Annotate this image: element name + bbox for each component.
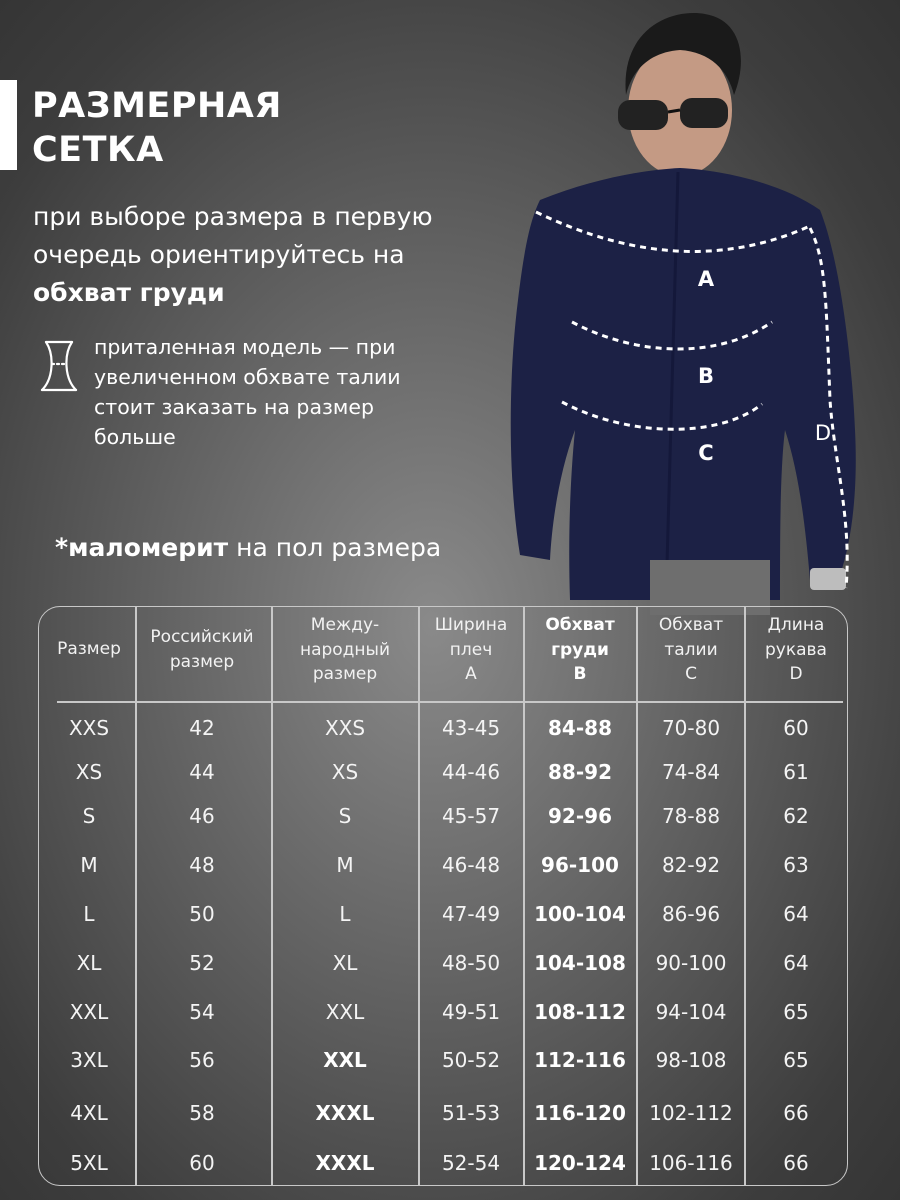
table-cell-chest-girth: 100-104 bbox=[534, 902, 626, 926]
table-cell-russian-size: 58 bbox=[189, 1101, 215, 1125]
header-line: Российский bbox=[150, 627, 254, 647]
table-cell-size: L bbox=[83, 902, 95, 926]
table-cell-shoulder-width: 47-49 bbox=[441, 902, 501, 926]
header-line: размер bbox=[312, 664, 378, 684]
table-cell-shoulder-width: 51-53 bbox=[441, 1101, 501, 1125]
table-cell-chest-girth: 84-88 bbox=[548, 716, 612, 740]
table-cell-size: 3XL bbox=[70, 1048, 108, 1072]
header-size bbox=[41, 637, 137, 662]
table-cell-international-size: XXXL bbox=[315, 1101, 375, 1125]
header-line: размер bbox=[169, 651, 235, 672]
small-size-note bbox=[55, 530, 441, 566]
table-cell-sleeve-length: 61 bbox=[783, 760, 809, 784]
table-cell-waist-girth: 94-104 bbox=[655, 1000, 727, 1024]
measure-label-b: B bbox=[697, 364, 715, 388]
table-cell-size: M bbox=[80, 853, 98, 877]
table-cell-sleeve-length: 63 bbox=[783, 853, 809, 877]
table-cell-chest-girth: 92-96 bbox=[548, 804, 612, 828]
column-divider bbox=[744, 607, 746, 1185]
table-cell-chest-girth: 88-92 bbox=[548, 760, 612, 784]
table-cell-sleeve-length: 64 bbox=[783, 902, 809, 926]
table-cell-sleeve-length: 65 bbox=[783, 1048, 809, 1072]
column-divider bbox=[418, 607, 420, 1185]
table-cell-chest-girth: 112-116 bbox=[534, 1048, 626, 1072]
table-cell-shoulder-width: 50-52 bbox=[441, 1048, 501, 1072]
table-cell-international-size: XS bbox=[331, 760, 359, 784]
table-cell-shoulder-width: 46-48 bbox=[441, 853, 501, 877]
subtitle bbox=[33, 198, 503, 312]
table-cell-waist-girth: 98-108 bbox=[655, 1048, 727, 1072]
table-cell-russian-size: 60 bbox=[189, 1151, 215, 1175]
size-table bbox=[38, 606, 848, 1186]
table-cell-sleeve-length: 64 bbox=[783, 951, 809, 975]
header-line: груди bbox=[551, 639, 609, 660]
header-chest-girth bbox=[525, 613, 635, 687]
table-cell-size: XXL bbox=[69, 1000, 109, 1024]
table-cell-russian-size: 46 bbox=[189, 804, 215, 828]
small-note-text: на пол размера bbox=[228, 533, 442, 562]
table-cell-international-size: XXL bbox=[323, 1048, 367, 1072]
header-line: C bbox=[685, 664, 697, 684]
subtitle-text: при выборе размера в первую очередь ориентируйтесь на bbox=[33, 202, 433, 269]
header-russian-size bbox=[136, 625, 268, 674]
header-line: Ширина bbox=[434, 615, 508, 635]
table-cell-shoulder-width: 52-54 bbox=[441, 1151, 501, 1175]
header-line: Размер bbox=[57, 639, 121, 659]
measure-label-d: D bbox=[814, 421, 832, 445]
table-cell-waist-girth: 102-112 bbox=[649, 1101, 733, 1125]
table-cell-russian-size: 48 bbox=[189, 853, 215, 877]
table-cell-chest-girth: 120-124 bbox=[534, 1151, 626, 1175]
header-sleeve-length bbox=[748, 613, 844, 687]
table-cell-international-size: S bbox=[338, 804, 352, 828]
fit-note: приталенная модель — при увеличенном обхвате талии стоит заказать на размер больше bbox=[94, 335, 401, 449]
header-line: Обхват bbox=[545, 615, 615, 635]
small-note-bold: *маломерит bbox=[55, 533, 229, 562]
table-cell-russian-size: 42 bbox=[189, 716, 215, 740]
measure-label-c: C bbox=[698, 441, 714, 465]
header-waist-girth bbox=[637, 613, 745, 687]
table-cell-russian-size: 50 bbox=[189, 902, 215, 926]
table-cell-international-size: M bbox=[336, 853, 354, 877]
header-line: талии bbox=[664, 639, 718, 660]
table-cell-chest-girth: 104-108 bbox=[534, 951, 626, 975]
header-line: Обхват bbox=[658, 615, 724, 635]
subtitle-bold: обхват груди bbox=[33, 278, 225, 307]
wristwatch bbox=[810, 568, 846, 590]
sunglasses-left bbox=[618, 100, 668, 130]
header-shoulder-width bbox=[421, 613, 521, 687]
table-cell-sleeve-length: 66 bbox=[783, 1101, 809, 1125]
table-cell-chest-girth: 116-120 bbox=[534, 1101, 626, 1125]
header-line: плеч bbox=[449, 639, 493, 660]
table-cell-sleeve-length: 65 bbox=[783, 1000, 809, 1024]
column-divider bbox=[135, 607, 137, 1185]
title-line-1: РАЗМЕРНАЯ bbox=[32, 86, 282, 126]
table-cell-waist-girth: 70-80 bbox=[661, 716, 721, 740]
model-head bbox=[618, 13, 741, 184]
table-cell-size: S bbox=[82, 804, 96, 828]
sunglasses-right bbox=[680, 98, 728, 128]
page-title bbox=[32, 84, 282, 172]
header-line: Длина bbox=[767, 615, 825, 635]
table-cell-international-size: XXS bbox=[324, 716, 366, 740]
header-line: B bbox=[573, 664, 587, 684]
table-cell-sleeve-length: 60 bbox=[783, 716, 809, 740]
table-cell-waist-girth: 86-96 bbox=[661, 902, 721, 926]
table-cell-size: XXS bbox=[68, 716, 110, 740]
column-divider bbox=[636, 607, 638, 1185]
table-cell-sleeve-length: 62 bbox=[783, 804, 809, 828]
column-divider bbox=[271, 607, 273, 1185]
table-cell-shoulder-width: 49-51 bbox=[441, 1000, 501, 1024]
table-cell-size: XL bbox=[76, 951, 102, 975]
header-international-size bbox=[275, 613, 415, 687]
header-divider bbox=[57, 701, 843, 703]
header-line: A bbox=[465, 664, 477, 684]
table-cell-russian-size: 44 bbox=[189, 760, 215, 784]
table-cell-russian-size: 52 bbox=[189, 951, 215, 975]
header-line: D bbox=[789, 664, 803, 684]
table-cell-sleeve-length: 66 bbox=[783, 1151, 809, 1175]
title-accent-bar bbox=[0, 80, 17, 170]
table-cell-russian-size: 56 bbox=[189, 1048, 215, 1072]
table-cell-shoulder-width: 43-45 bbox=[441, 716, 501, 740]
header-line: рукава bbox=[765, 639, 827, 660]
sunglasses-bridge bbox=[668, 110, 680, 112]
table-cell-shoulder-width: 48-50 bbox=[441, 951, 501, 975]
table-cell-waist-girth: 106-116 bbox=[649, 1151, 733, 1175]
table-cell-international-size: XL bbox=[332, 951, 358, 975]
measure-label-a: A bbox=[697, 267, 715, 291]
table-cell-shoulder-width: 45-57 bbox=[441, 804, 501, 828]
table-cell-waist-girth: 74-84 bbox=[661, 760, 721, 784]
shirt-body bbox=[511, 168, 856, 600]
table-cell-size: 4XL bbox=[70, 1101, 108, 1125]
title-line-2: СЕТКА bbox=[32, 130, 164, 170]
header-line: народный bbox=[299, 639, 391, 660]
table-cell-international-size: XXL bbox=[325, 1000, 365, 1024]
table-cell-waist-girth: 78-88 bbox=[661, 804, 721, 828]
table-cell-size: XS bbox=[75, 760, 103, 784]
table-cell-waist-girth: 82-92 bbox=[661, 853, 721, 877]
table-cell-international-size: L bbox=[339, 902, 351, 926]
table-cell-chest-girth: 96-100 bbox=[541, 853, 619, 877]
table-cell-shoulder-width: 44-46 bbox=[441, 760, 501, 784]
table-cell-waist-girth: 90-100 bbox=[655, 951, 727, 975]
table-cell-size: 5XL bbox=[70, 1151, 108, 1175]
table-cell-international-size: XXXL bbox=[315, 1151, 375, 1175]
header-line: Между- bbox=[310, 615, 380, 635]
waist-fit-icon bbox=[38, 340, 80, 392]
table-cell-chest-girth: 108-112 bbox=[534, 1000, 626, 1024]
column-divider bbox=[523, 607, 525, 1185]
model-shirt-figure bbox=[480, 0, 900, 615]
table-cell-russian-size: 54 bbox=[189, 1000, 215, 1024]
